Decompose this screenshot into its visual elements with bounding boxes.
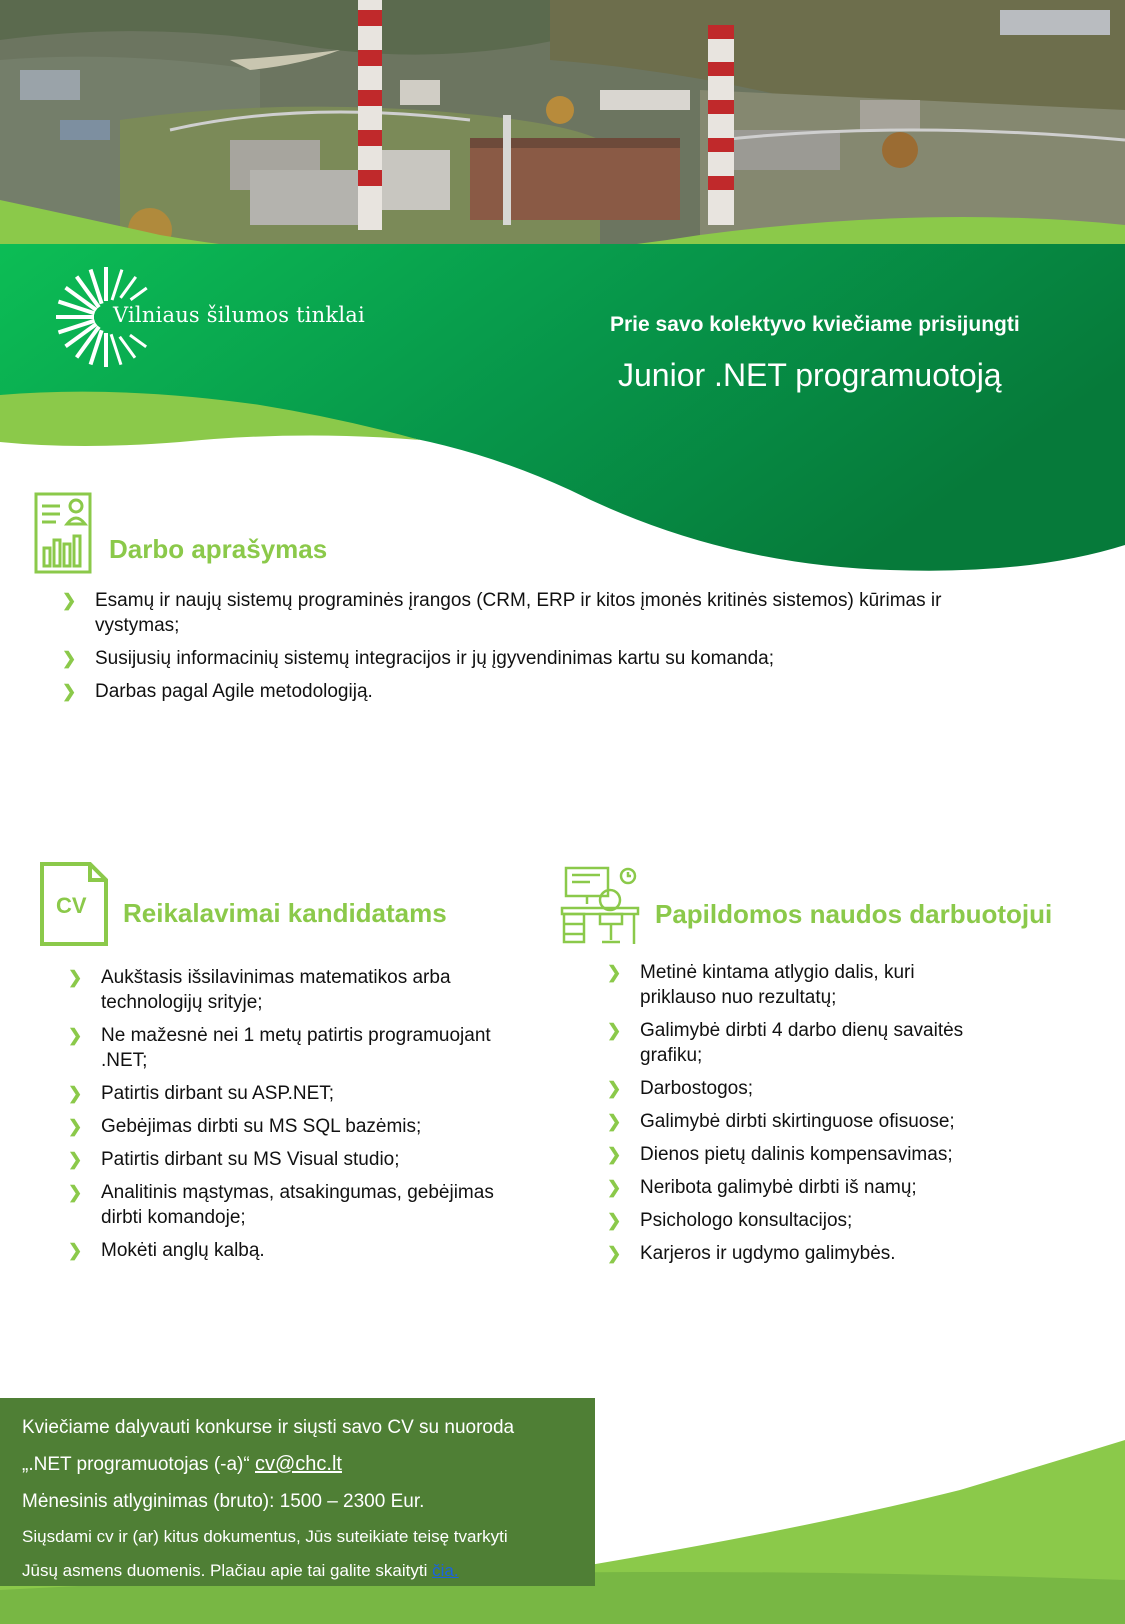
chevron-right-icon: ❯ <box>68 968 83 987</box>
job-description-list <box>62 588 1062 712</box>
list-item: ❯ Patirtis dirbant su ASP.NET; <box>68 1083 335 1104</box>
list-item: ❯ Darbostogos; <box>607 1078 754 1099</box>
invite-text: Prie savo kolektyvo kviečiame prisijungti <box>610 313 1020 336</box>
apply-reference: „.NET programuotojas (-a)“ cv@chc.lt <box>22 1453 342 1475</box>
privacy-notice: Siųsdami cv ir (ar) kitus dokumentus, Jūs suteikiate teisę tvarkyti <box>22 1527 508 1546</box>
chevron-right-icon: ❯ <box>607 1244 622 1263</box>
benefits-title: Papildomos naudos darbuotojui <box>655 899 1053 929</box>
list-item: ❯ Dienos pietų dalinis kompensavimas; <box>607 1144 953 1165</box>
list-item: ❯ Karjeros ir ugdymo galimybės. <box>607 1243 896 1264</box>
chevron-right-icon: ❯ <box>62 591 77 610</box>
position-title: Junior .NET programuotoją <box>618 357 1002 393</box>
list-item: ❯ Neribota galimybė dirbti iš namų; <box>607 1177 917 1198</box>
list-item: ❯ Gebėjimas dirbti su MS SQL bazėmis; <box>68 1116 422 1137</box>
list-item: ❯ Patirtis dirbant su MS Visual studio; <box>68 1149 400 1170</box>
list-item: ❯ Psichologo konsultacijos; <box>607 1210 853 1231</box>
list-item: ❯ Ne mažesnė nei 1 metų patirtis programuojant .NET; <box>68 1025 491 1071</box>
chevron-right-icon: ❯ <box>607 1021 622 1040</box>
requirements-title: Reikalavimai kandidatams <box>123 898 447 928</box>
chevron-right-icon: ❯ <box>607 1112 622 1131</box>
list-item: ❯ Darbas pagal Agile metodologiją. <box>62 681 373 702</box>
salary-text: Mėnesinis atlyginimas (bruto): 1500 – 2300 Eur. <box>22 1491 425 1512</box>
email-link[interactable]: cv@chc.lt <box>255 1453 342 1475</box>
list-item: ❯ Esamų ir naujų sistemų programinės įrangos (CRM, ERP ir kitos įmonės kritinės sistemos) kūrimas ir vystymas; <box>62 590 942 636</box>
list-item: ❯ Analitinis mąstymas, atsakingumas, gebėjimas dirbti komandoje; <box>68 1182 494 1228</box>
list-item: ❯ Galimybė dirbti skirtinguose ofisuose; <box>607 1111 955 1132</box>
job-description-title: Darbo aprašymas <box>109 534 328 564</box>
chevron-right-icon: ❯ <box>68 1117 83 1136</box>
apply-invitation: Kviečiame dalyvauti konkurse ir siųsti savo CV su nuoroda <box>22 1417 515 1438</box>
chevron-right-icon: ❯ <box>607 1079 622 1098</box>
company-name: Vilniaus šilumos tinklai <box>113 303 365 327</box>
chevron-right-icon: ❯ <box>68 1026 83 1045</box>
cv-icon-label: CV <box>56 893 87 918</box>
office-desk-icon <box>560 864 642 948</box>
privacy-notice-continued: Jūsų asmens duomenis. Plačiau apie tai galite skaityti čia. <box>22 1561 459 1580</box>
chevron-right-icon: ❯ <box>62 649 77 668</box>
benefits-list <box>607 960 1107 1274</box>
chevron-right-icon: ❯ <box>68 1183 83 1202</box>
chevron-right-icon: ❯ <box>62 682 77 701</box>
list-item: ❯ Metinė kintama atlygio dalis, kuri priklauso nuo rezultatų; <box>607 962 915 1008</box>
chevron-right-icon: ❯ <box>68 1241 83 1260</box>
list-item: ❯ Mokėti anglų kalbą. <box>68 1240 265 1261</box>
list-item: ❯ Galimybė dirbti 4 darbo dienų savaitės grafiku; <box>607 1020 964 1066</box>
list-item: ❯ Aukštasis išsilavinimas matematikos arba technologijų srityje; <box>68 967 451 1013</box>
chevron-right-icon: ❯ <box>607 1145 622 1164</box>
application-info-box <box>0 1398 595 1586</box>
document-chart-icon <box>34 492 94 574</box>
chevron-right-icon: ❯ <box>607 963 622 982</box>
chevron-right-icon: ❯ <box>68 1084 83 1103</box>
privacy-link[interactable]: čia. <box>432 1561 459 1580</box>
requirements-list <box>68 965 558 1271</box>
chevron-right-icon: ❯ <box>607 1178 622 1197</box>
chevron-right-icon: ❯ <box>607 1211 622 1230</box>
list-item: ❯ Susijusių informacinių sistemų integracijos ir jų įgyvendinimas kartu su komanda; <box>62 648 775 669</box>
chevron-right-icon: ❯ <box>68 1150 83 1169</box>
